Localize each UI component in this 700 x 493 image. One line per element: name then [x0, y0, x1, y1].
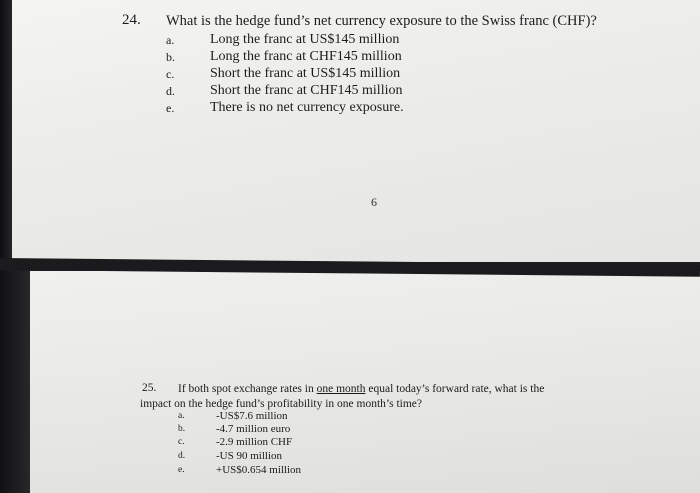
question-25-number: 25.: [142, 382, 157, 394]
q25-option-c: -2.9 million CHF: [216, 436, 293, 448]
question-25-text-line2: impact on the hedge fund’s profitability in one month’s time?: [140, 398, 423, 410]
question-25-text-start: If both spot exchange rates in: [178, 383, 317, 395]
question-25-underlined: one month: [316, 383, 366, 395]
option-letter: a.: [178, 411, 185, 421]
page-number: 6: [371, 195, 377, 209]
q24-option-d: Short the franc at CHF145 million: [210, 83, 403, 98]
option-letter: e.: [166, 101, 175, 115]
q25-option-a: -US$7.6 million: [216, 410, 288, 422]
q24-option-e: There is no net currency exposure.: [210, 100, 404, 115]
q24-option-a: Long the franc at US$145 million: [210, 32, 400, 47]
q25-option-e: +US$0.654 million: [216, 464, 302, 476]
option-letter: d.: [178, 451, 186, 461]
q25-option-d: -US 90 million: [216, 450, 283, 462]
question-25-text: [178, 383, 544, 395]
background-edge-lower: [0, 262, 34, 493]
option-letter: e.: [178, 465, 185, 475]
question-25-text-end: equal today’s forward rate, what is the: [365, 383, 545, 395]
option-letter: c.: [166, 67, 175, 81]
q24-option-b: Long the franc at CHF145 million: [210, 49, 402, 64]
option-letter: c.: [178, 437, 185, 447]
q25-option-b: -4.7 million euro: [216, 423, 291, 435]
option-letter: b.: [178, 424, 186, 434]
question-24-number: 24.: [122, 12, 141, 28]
page-bottom: [30, 271, 700, 493]
option-letter: d.: [166, 84, 175, 98]
option-letter: b.: [166, 50, 175, 64]
q24-option-c: Short the franc at US$145 million: [210, 66, 401, 81]
option-letter: a.: [166, 33, 175, 47]
question-24-text: What is the hedge fund’s net currency exposure to the Swiss franc (CHF)?: [166, 13, 597, 29]
